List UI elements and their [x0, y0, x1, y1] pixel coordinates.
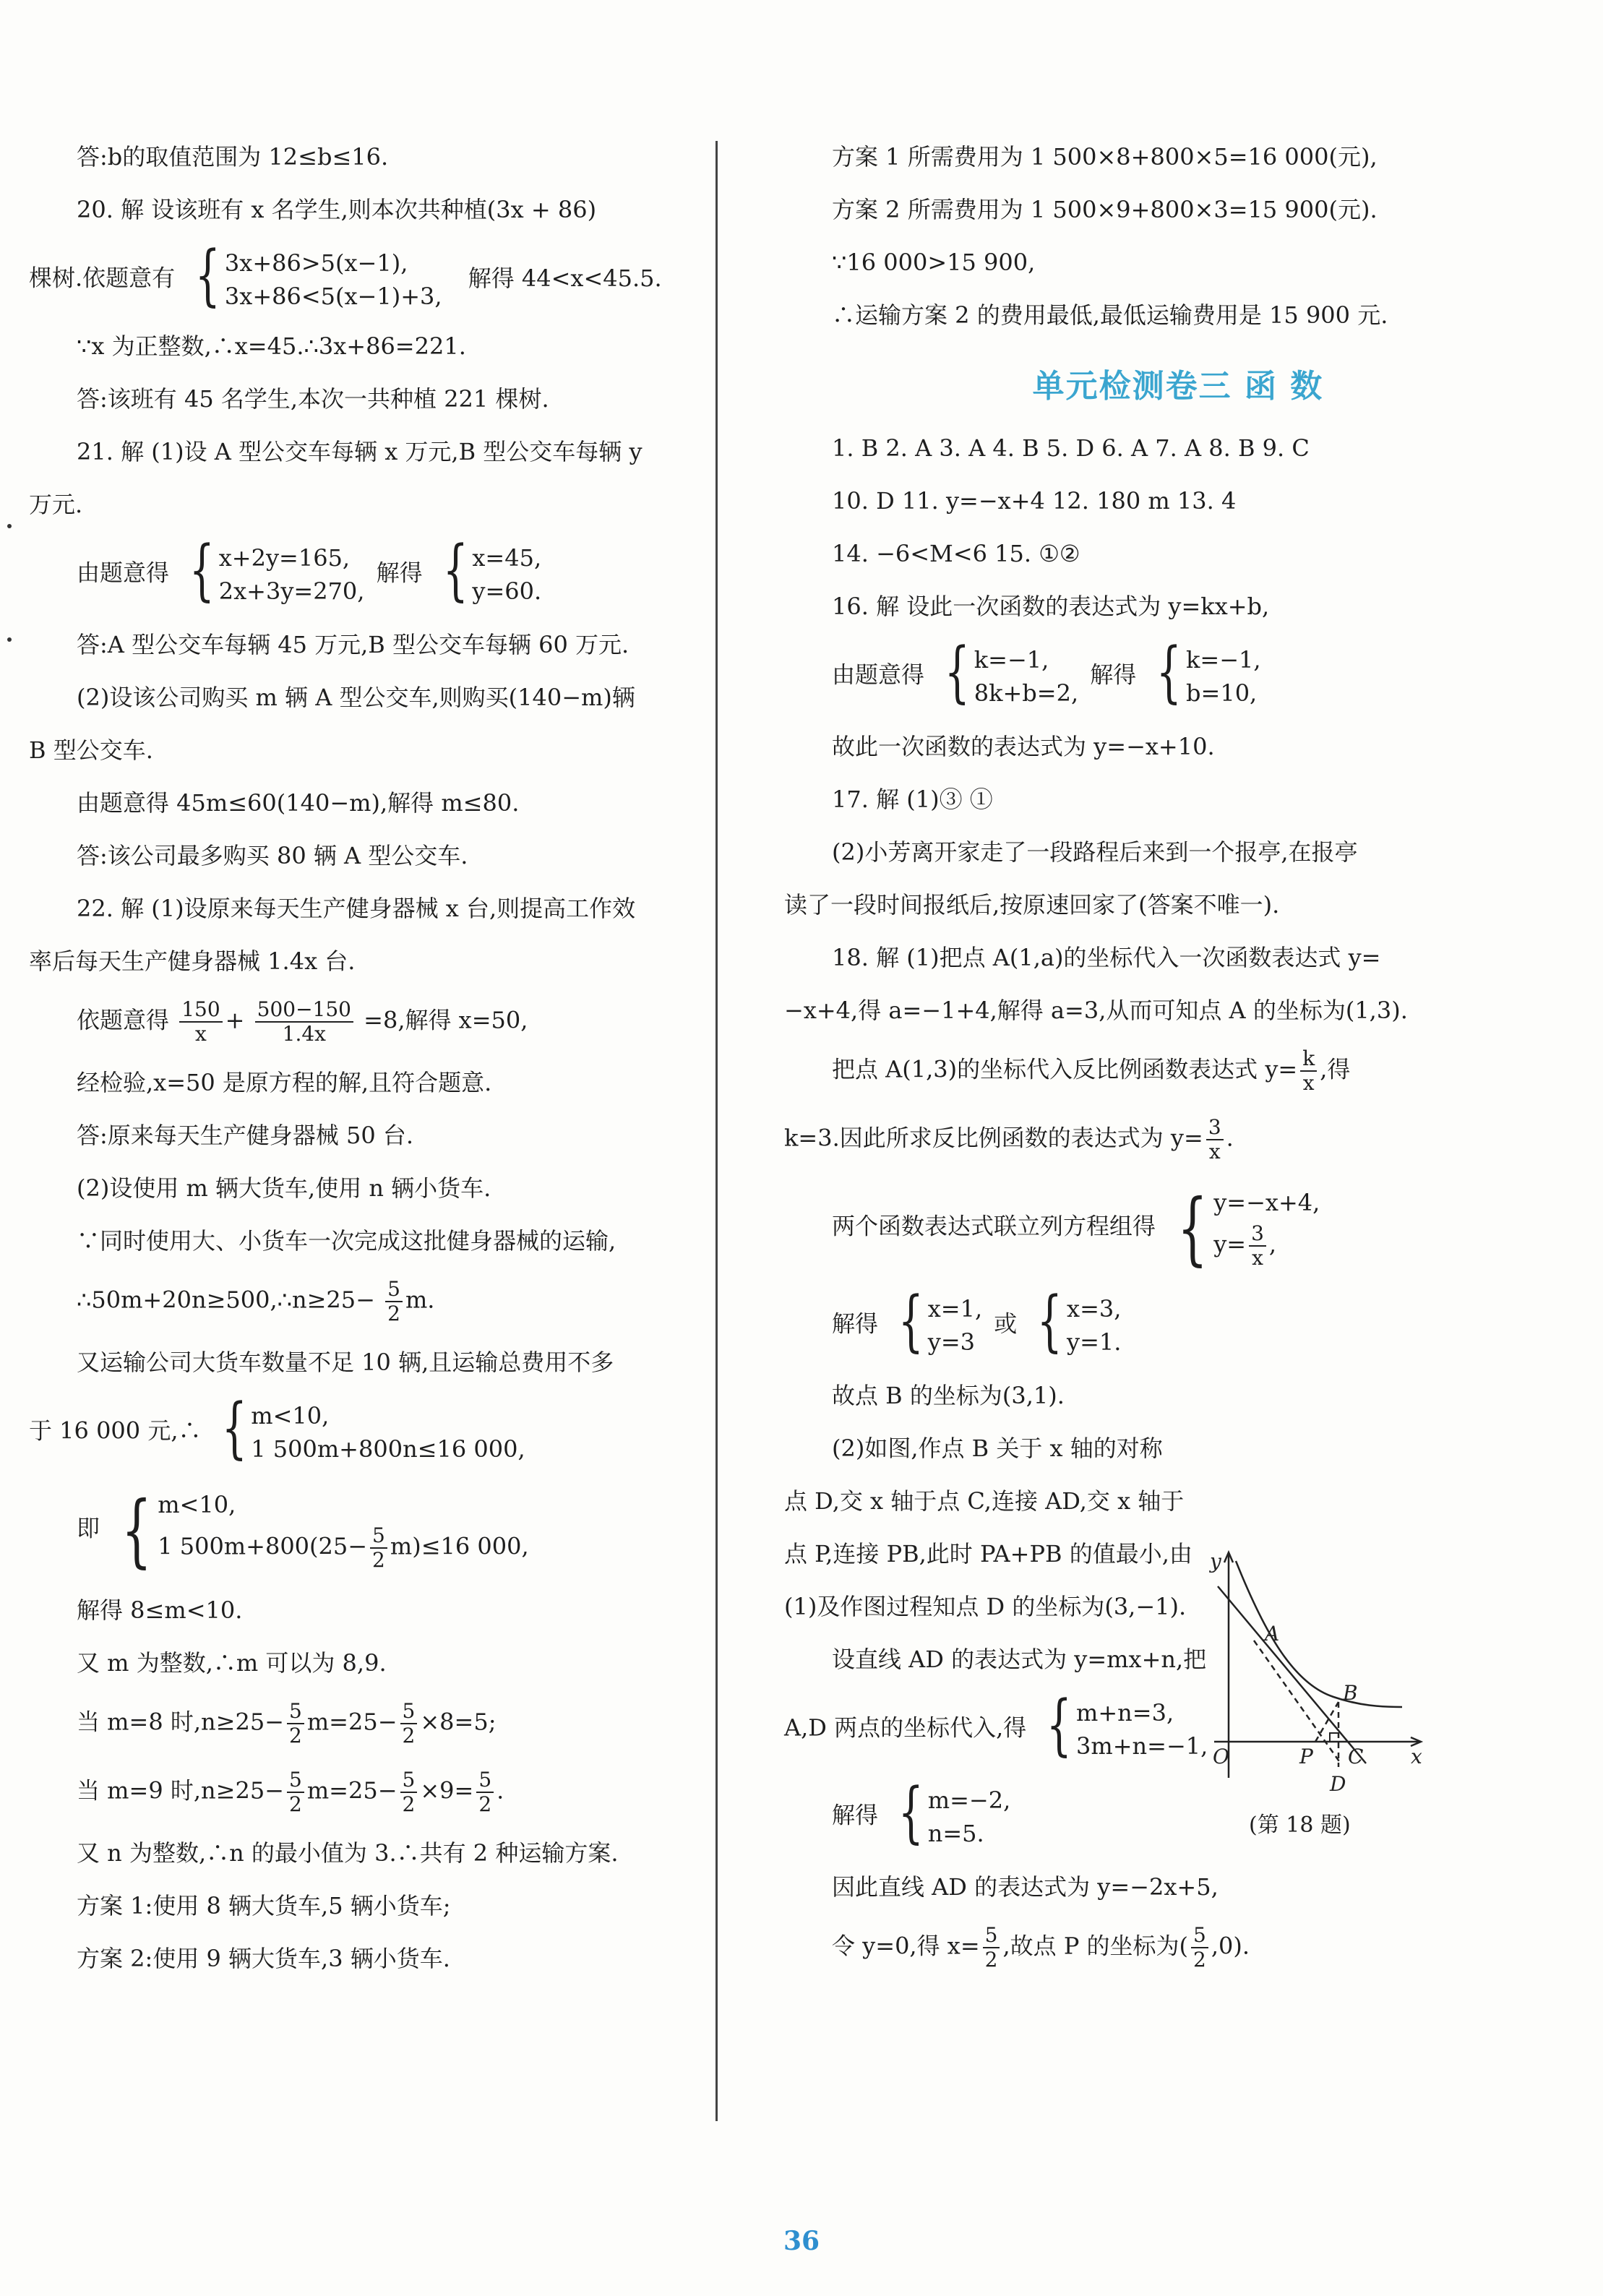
problem-16: 16. 解 设此一次函数的表达式为 y=kx+b, — [832, 593, 1270, 620]
left-column — [29, 141, 701, 1995]
fraction: $\frac{5}{2}$ — [287, 1700, 304, 1747]
text-line: 两个函数表达式联立列方程组得 { y=−x+4, y= $\frac{3}{x}$ , — [832, 1182, 1320, 1274]
problem-21: 21. 解 (1)设 A 型公交车每辆 x 万元,B 型公交车每辆 y — [77, 438, 643, 465]
fraction: $\frac{3}{x}$ — [1249, 1222, 1266, 1270]
right-column — [784, 141, 1572, 1992]
equation-system: { x=45, y=60. — [442, 531, 542, 609]
text-line: 当 m=9 时,n≥25− $\frac{5}{2}$ m=25− $\frac{5}{2}$ ×9= $\frac{5}{2}$ . — [77, 1768, 504, 1816]
text-line: 答:该班有 45 名学生,本次一共种植 221 棵树. — [77, 385, 549, 413]
fraction: $\frac{5}{2}$ — [385, 1278, 403, 1325]
text-line: 方案 2:使用 9 辆大货车,3 辆小货车. — [77, 1945, 450, 1972]
label-y: y — [1210, 1549, 1221, 1573]
text-line: (2)小芳离开家走了一段路程后来到一个报亭,在报亭 — [832, 838, 1358, 866]
text-line: B 型公交车. — [29, 736, 153, 764]
text-line: 令 y=0,得 x= $\frac{5}{2}$ ,故点 P 的坐标为( $\frac{5}{2}$ ,0). — [832, 1923, 1250, 1972]
label-a: A — [1265, 1622, 1280, 1646]
fraction: $\frac{5}{2}$ — [400, 1700, 418, 1747]
text-line: 点 D,交 x 轴于点 C,连接 AD,交 x 轴于 — [784, 1487, 1185, 1515]
right-angle-mark — [1330, 1733, 1338, 1742]
label-p: P — [1299, 1745, 1313, 1768]
text-line: k=3.因此所求反比例函数的表达式为 y= $\frac{3}{x}$ . — [784, 1115, 1234, 1164]
text-line: (2)设使用 m 辆大货车,使用 n 辆小货车. — [77, 1174, 491, 1202]
text-line: 解得 { x=1, y=3 或 { x=3, y=1. — [832, 1282, 1122, 1359]
text-line: 由题意得 { k=−1, 8k+b=2, 解得 { k=−1, b=10, — [832, 633, 1261, 710]
fraction: $\frac{3}{x}$ — [1206, 1116, 1224, 1164]
text-line: 答:A 型公交车每辆 45 万元,B 型公交车每辆 60 万元. — [77, 631, 629, 658]
text-line: (1)及作图过程知点 D 的坐标为(3,−1). — [784, 1593, 1187, 1620]
text-line: 因此直线 AD 的表达式为 y=−2x+5, — [832, 1873, 1219, 1901]
label-b: B — [1343, 1681, 1358, 1705]
section-title: 单元检测卷三 函 数 — [1032, 368, 1324, 405]
text-line: 故此一次函数的表达式为 y=−x+10. — [832, 733, 1215, 760]
answer-line: 14. −6<M<6 15. ①② — [832, 540, 1080, 567]
text-line: 万元. — [29, 491, 83, 518]
text-line: ∵同时使用大、小货车一次完成这批健身器械的运输, — [77, 1227, 616, 1255]
text-line: 当 m=8 时,n≥25− $\frac{5}{2}$ m=25− $\frac{5}{2}$ ×8=5; — [77, 1699, 497, 1747]
problem-20: 20. 解 设该班有 x 名学生,则本次共种植(3x + 86) — [77, 196, 597, 223]
fraction: $\frac{5}{2}$ — [400, 1768, 418, 1816]
text-line: ∵x 为正整数,∴x=45.∴3x+86=221. — [77, 332, 466, 360]
text-line: 即 { m<10, 1 500m+800(25− $\frac{5}{2}$ m)≤16 000, — [77, 1484, 529, 1576]
equation-system: { x+2y=165, 2x+3y=270, — [189, 531, 365, 609]
text-line: 把点 A(1,3)的坐标代入反比例函数表达式 y= $\frac{k}{x}$ ,得 — [832, 1046, 1351, 1095]
text-line: 又运输公司大货车数量不足 10 辆,且运输总费用不多 — [77, 1349, 614, 1376]
inequality-system: { m<10, 1 500m+800(25− $\frac{5}{2}$ m)≤16 000, — [121, 1484, 529, 1576]
inequality-system: { m<10, 1 500m+800n≤16 000, — [221, 1389, 525, 1466]
fraction: $\frac{5}{2}$ — [370, 1524, 387, 1572]
fraction: $\frac{5}{2}$ — [287, 1768, 304, 1816]
text-line: 由题意得 { x+2y=165, 2x+3y=270, 解得 { x=45, y=60. — [77, 531, 542, 609]
equation-system: { 3x+86>5(x−1), 3x+86<5(x−1)+3, — [195, 236, 442, 314]
problem-18: 18. 解 (1)把点 A(1,a)的坐标代入一次函数表达式 y= — [832, 944, 1381, 971]
problem-22: 22. 解 (1)设原来每天生产健身器械 x 台,则提高工作效 — [77, 895, 636, 922]
fraction: $\frac{5}{2}$ — [1191, 1924, 1208, 1972]
hyperbola-curve — [1236, 1561, 1402, 1707]
text-line: ∴运输方案 2 的费用最低,最低运输费用是 15 900 元. — [832, 301, 1388, 329]
text-line: 读了一段时间报纸后,按原速回家了(答案不唯一). — [784, 891, 1280, 919]
text-line: 解得 8≤m<10. — [77, 1596, 243, 1624]
text-line: 又 n 为整数,∴n 的最小值为 3.∴共有 2 种运输方案. — [77, 1839, 619, 1867]
text-line: 解得 { m=−2, n=5. — [832, 1773, 1011, 1851]
line-ad-dashed — [1254, 1641, 1341, 1763]
problem-17: 17. 解 (1)③ ① — [832, 786, 993, 813]
text-line: 依题意得 $\frac{150}{x}$ + $\frac{500-150}{1.4x}$ =8,解得 x=50, — [77, 997, 528, 1046]
text-line: 点 P,连接 PB,此时 PA+PB 的值最小,由 — [784, 1540, 1192, 1568]
text-line: (2)设该公司购买 m 辆 A 型公交车,则购买(140−m)辆 — [77, 684, 635, 711]
text-line: 率后每天生产健身器械 1.4x 台. — [29, 947, 356, 975]
text-line: 方案 1 所需费用为 1 500×8+800×5=16 000(元), — [832, 143, 1378, 171]
text-line: (2)如图,作点 B 关于 x 轴的对称 — [832, 1435, 1163, 1462]
solution-system: { x=3, y=1. — [1037, 1282, 1122, 1359]
text-line: 答:该公司最多购买 80 辆 A 型公交车. — [77, 842, 468, 869]
column-divider — [715, 141, 718, 2121]
solution-system: { m=−2, n=5. — [898, 1773, 1011, 1851]
margin-dot — [7, 637, 12, 642]
text-line: 故点 B 的坐标为(3,1). — [832, 1382, 1065, 1409]
answer-line: 10. D 11. y=−x+4 12. 180 m 13. 4 — [832, 487, 1237, 515]
line-y-neg-x-plus-4 — [1218, 1586, 1366, 1763]
text-line: 方案 2 所需费用为 1 500×9+800×3=15 900(元). — [832, 196, 1378, 223]
text-line: 于 16 000 元,∴ { m<10, 1 500m+800n≤16 000, — [29, 1389, 525, 1466]
text-line: −x+4,得 a=−1+4,解得 a=3,从而可知点 A 的坐标为(1,3). — [784, 997, 1408, 1024]
fraction: $\frac{5}{2}$ — [983, 1924, 1000, 1972]
equation-system: { m+n=3, 3m+n=−1, — [1047, 1686, 1208, 1763]
text-line: 设直线 AD 的表达式为 y=mx+n,把 — [832, 1646, 1207, 1673]
text-line: 答:b的取值范围为 12≤b≤16. — [77, 143, 389, 171]
fraction: $\frac{k}{x}$ — [1300, 1047, 1317, 1095]
label-d: D — [1330, 1772, 1346, 1792]
text-line: 答:原来每天生产健身器械 50 台. — [77, 1122, 414, 1149]
equation-system: { y=−x+4, y= $\frac{3}{x}$ , — [1177, 1182, 1320, 1274]
text-line: 由题意得 45m≤60(140−m),解得 m≤80. — [77, 789, 520, 817]
text-line: ∴50m+20n≥500,∴n≥25− $\frac{5}{2}$ m. — [77, 1277, 435, 1325]
equation-system: { k=−1, 8k+b=2, — [944, 633, 1079, 710]
figure-caption: (第 18 题) — [1249, 1813, 1351, 1838]
fraction: $\frac{5}{2}$ — [476, 1768, 494, 1816]
fraction: $\frac{500-150}{1.4x}$ — [255, 998, 353, 1046]
text-line: A,D 两点的坐标代入,得 { m+n=3, 3m+n=−1, — [784, 1686, 1208, 1763]
text-line: 又 m 为整数,∴m 可以为 8,9. — [77, 1649, 387, 1677]
page-number: 36 — [783, 2226, 820, 2256]
text-line: 经检验,x=50 是原方程的解,且符合题意. — [77, 1069, 492, 1096]
answer-line: 1. B 2. A 3. A 4. B 5. D 6. A 7. A 8. B 9. C — [832, 434, 1310, 462]
function-graph-figure — [1185, 1547, 1431, 1792]
margin-dot — [7, 524, 12, 528]
text-line: ∵16 000>15 900, — [832, 249, 1036, 276]
text-line: 方案 1:使用 8 辆大货车,5 辆小货车; — [77, 1892, 451, 1919]
label-c: C — [1348, 1745, 1364, 1768]
solution-system: { x=1, y=3 — [898, 1282, 983, 1359]
fraction: $\frac{150}{x}$ — [179, 998, 222, 1046]
label-x: x — [1411, 1745, 1422, 1768]
label-o: O — [1213, 1745, 1229, 1768]
equation-system: { k=−1, b=10, — [1156, 633, 1261, 710]
text-line: 棵树.依题意有 { 3x+86>5(x−1), 3x+86<5(x−1)+3, 解得 44<x<45.5. — [29, 236, 662, 314]
